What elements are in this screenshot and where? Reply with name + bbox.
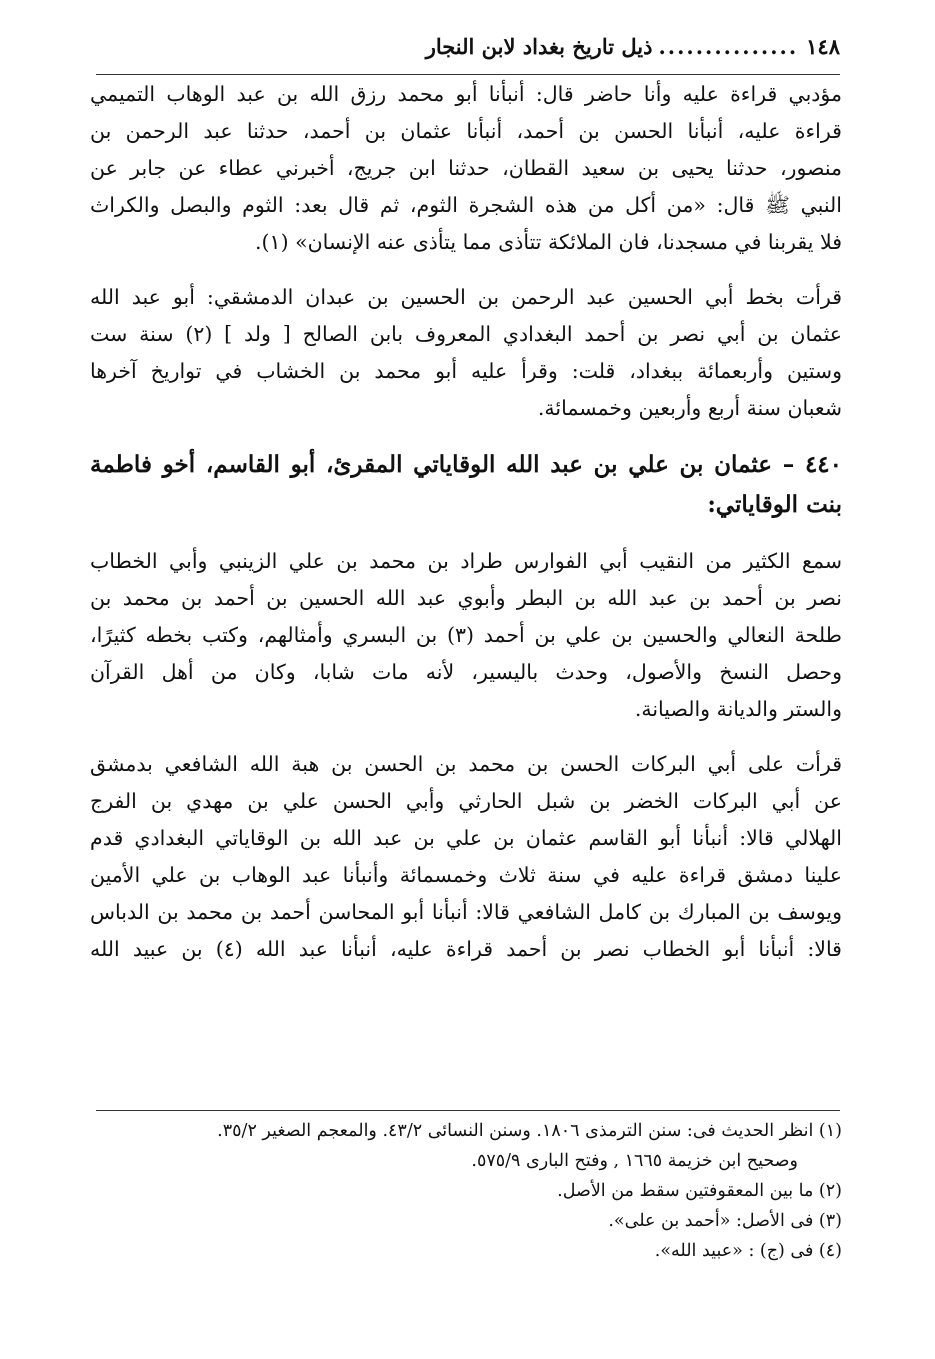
footnote-separator xyxy=(96,1110,840,1111)
paragraph-biography xyxy=(90,543,842,728)
footnote-3: (٣) فى الأصل: «أحمد بن على». xyxy=(608,1211,842,1231)
text-line: وحصل النسخ والأصول، وحدث باليسير، لأنه مات شابا، وكان من أهل القرآن xyxy=(90,660,842,684)
text-line: طلحة النعالي والحسين بن علي بن أحمد (٣) بن البسري وأمثالهم، وكتب بخطه كثيرًا، xyxy=(90,623,842,647)
paragraph-isnad-hadith xyxy=(90,76,842,261)
text-line: علينا دمشق قراءة عليه في سنة ثلاث وخمسمائة وأنبأنا عبد الوهاب بن علي الأمين xyxy=(90,863,842,887)
text-line: منصور، حدثنا يحيى بن سعيد القطان، حدثنا ابن جريج، أخبرني عطاء عن جابر عن xyxy=(90,156,842,180)
text-line: وستين وأربعمائة ببغداد، قلت: وقرأ عليه أبو محمد بن الخشاب في تواريخ آخرها xyxy=(90,359,842,383)
text-line: مؤدبي قراءة عليه وأنا حاضر قال: أنبأنا أبو محمد رزق الله بن عبد الوهاب التميمي xyxy=(90,82,842,106)
text-line: قالا: أنبأنا أبو الخطاب نصر بن أحمد قراءة عليه، أنبأنا عبد الله (٤) بن عبيد الله xyxy=(90,937,842,961)
footnote-2: (٢) ما بين المعقوفتين سقط من الأصل. xyxy=(557,1181,842,1201)
heading-line: بنت الوقاياتي: xyxy=(707,491,842,518)
text-line: والستر والديانة والصيانة. xyxy=(634,697,842,721)
text-line: فلا يقربنا في مسجدنا، فان الملائكة تتأذى مما يتأذى عنه الإنسان» (١). xyxy=(255,230,842,254)
text-line: عن أبي البركات الخضر بن شبل الحارثي وأبي الحسن علي بن مهدي بن الفرج xyxy=(90,789,842,813)
paragraph-transmission xyxy=(90,746,842,968)
footnote-1-continued: وصحيح ابن خزيمة ١٦٦٥ , وفتح البارى ٥٧٥/٩. xyxy=(471,1151,798,1171)
text-line: عثمان بن أبي نصر بن أحمد البغدادي المعروف بابن الصالح [ ولد ] (٢) سنة ست xyxy=(90,322,842,346)
text-line: قراءة عليه، أنبأنا الحسن بن أحمد، أنبأنا عثمان بن أحمد، حدثنا عبد الرحمن بن xyxy=(90,119,842,143)
heading-line: ٤٤٠ – عثمان بن علي بن عبد الله الوقاياتي المقرئ، أبو القاسم، أخو فاطمة xyxy=(90,451,842,478)
text-line: قرأت بخط أبي الحسين عبد الرحمن بن الحسين بن عبدان الدمشقي: أبو عبد الله xyxy=(90,285,842,309)
running-head xyxy=(96,34,840,75)
main-text xyxy=(90,76,842,986)
text-line: ويوسف بن المبارك بن كامل الشافعي قالا: أنبأنا أبو المحاسن أحمد بن محمد بن الدباس xyxy=(90,900,842,924)
text-line: قرأت على أبي البركات الحسن بن محمد بن الحسن بن هبة الله الشافعي بدمشق xyxy=(90,752,842,776)
text-line: الهلالي قالا: أنبأنا أبو القاسم عثمان بن علي بن عبد الله بن الوقاياتي البغدادي قدم xyxy=(90,826,842,850)
footnotes xyxy=(90,1116,842,1266)
text-line: شعبان سنة أربع وأربعين وخمسمائة. xyxy=(537,396,842,420)
book-title: ذيل تاريخ بغداد لابن النجار xyxy=(425,34,653,59)
entry-heading xyxy=(90,445,842,525)
paragraph-abdan-note xyxy=(90,279,842,427)
text-line: سمع الكثير من النقيب أبي الفوارس طراد بن محمد بن علي الزينبي وأبي الخطاب xyxy=(90,549,842,573)
page-number: ١٤٨ xyxy=(806,34,840,59)
text-line: نصر بن أحمد بن عبد الله بن البطر وأبوي عبد الله الحسين بن أحمد بن محمد بن xyxy=(90,586,842,610)
leader-dots: ............... xyxy=(658,34,799,59)
footnote-4: (٤) فى (ج) : «عبيد الله». xyxy=(654,1241,842,1261)
footnote-1: (١) انظر الحديث فى: سنن الترمذى ١٨٠٦. وسنن النسائى ٤٣/٢. والمعجم الصغير ٣٥/٢. xyxy=(217,1121,842,1141)
text-line: النبي ﷺ قال: «من أكل من هذه الشجرة الثوم، ثم قال بعد: الثوم والبصل والكراث xyxy=(90,193,842,217)
